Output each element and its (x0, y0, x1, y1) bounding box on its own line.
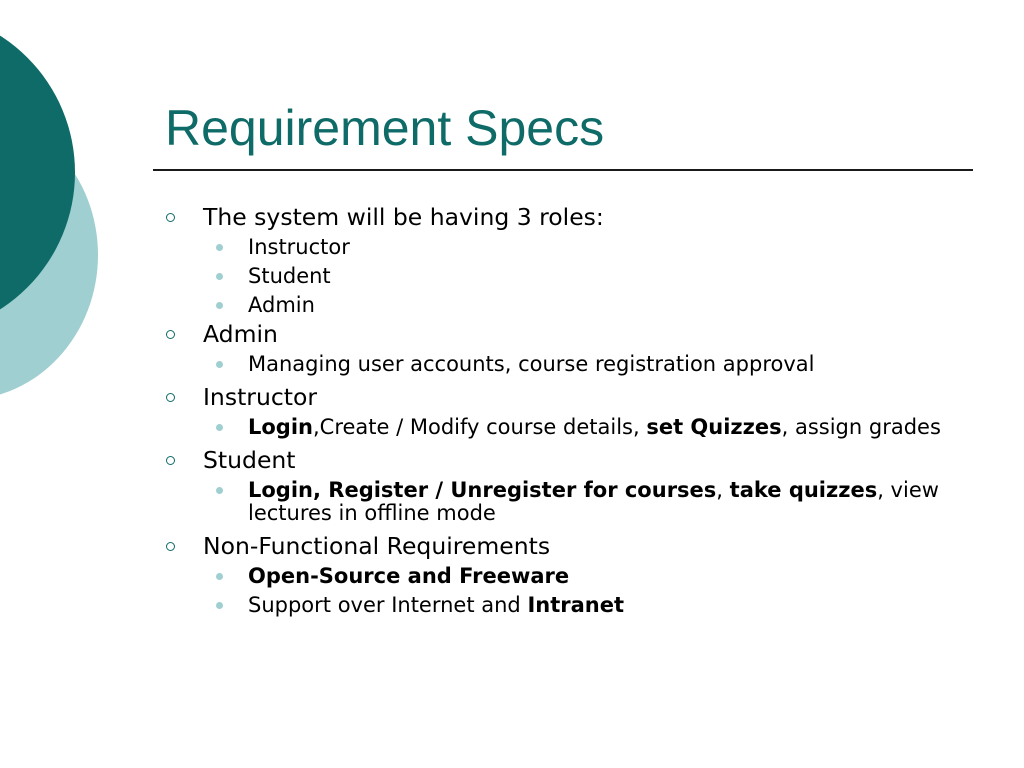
sub-bullet-admin (160, 294, 975, 317)
sub-bullet-student-duties (160, 479, 975, 525)
sub-bullet-bold-text: Intranet (527, 593, 625, 617)
filled-dot-icon (216, 487, 223, 494)
bullet-student (160, 445, 975, 476)
sub-bullet-open-source (160, 565, 975, 588)
filled-dot-icon (216, 273, 223, 280)
bullet-non-functional (160, 531, 975, 562)
sub-bullet-student (160, 265, 975, 288)
hollow-circle-icon (166, 213, 175, 222)
sub-bullet-bold-text: Login (248, 415, 313, 439)
sub-bullet-admin-duties (160, 353, 975, 376)
bullet-text: The system will be having 3 roles: (203, 203, 604, 231)
sub-bullet-text: Instructor (248, 235, 350, 259)
filled-dot-icon (216, 361, 223, 368)
slide-title: Requirement Specs (165, 100, 605, 156)
sub-bullet-text: Admin (248, 293, 315, 317)
sub-bullet-text: , (716, 478, 730, 502)
bullet-text: Instructor (203, 383, 318, 411)
sub-bullet-bold-text: set Quizzes (646, 415, 782, 439)
filled-dot-icon (216, 424, 223, 431)
filled-dot-icon (216, 302, 223, 309)
bullet-roles (160, 202, 975, 233)
hollow-circle-icon (166, 542, 175, 551)
bullet-list (160, 202, 975, 623)
sub-bullet-text: ,Create / Modify course details, (313, 415, 647, 439)
hollow-circle-icon (166, 330, 175, 339)
hollow-circle-icon (166, 393, 175, 402)
sub-bullet-instructor-duties (160, 416, 975, 439)
sub-bullet-bold-text: take quizzes (729, 478, 878, 502)
filled-dot-icon (216, 244, 223, 251)
bullet-admin (160, 319, 975, 350)
sub-bullet-support (160, 594, 975, 617)
filled-dot-icon (216, 573, 223, 580)
sub-bullet-text: Support over Internet and (248, 593, 528, 617)
sub-bullet-text: , assign grades (781, 415, 941, 439)
sub-bullet-text: Managing user accounts, course registration approval (248, 352, 815, 376)
bullet-text: Non-Functional Requirements (203, 532, 551, 560)
bullet-text: Student (203, 446, 296, 474)
filled-dot-icon (216, 602, 223, 609)
sub-bullet-text: , view lectures in offline mode (248, 478, 939, 525)
bullet-instructor (160, 382, 975, 413)
sub-bullet-bold-text: Login, Register / Unregister for courses (248, 478, 717, 502)
hollow-circle-icon (166, 456, 175, 465)
title-divider (153, 169, 973, 171)
bullet-text: Admin (203, 320, 278, 348)
sub-bullet-text: Student (248, 264, 331, 288)
sub-bullet-bold-text: Open-Source and Freeware (248, 564, 570, 588)
sub-bullet-instructor (160, 236, 975, 259)
